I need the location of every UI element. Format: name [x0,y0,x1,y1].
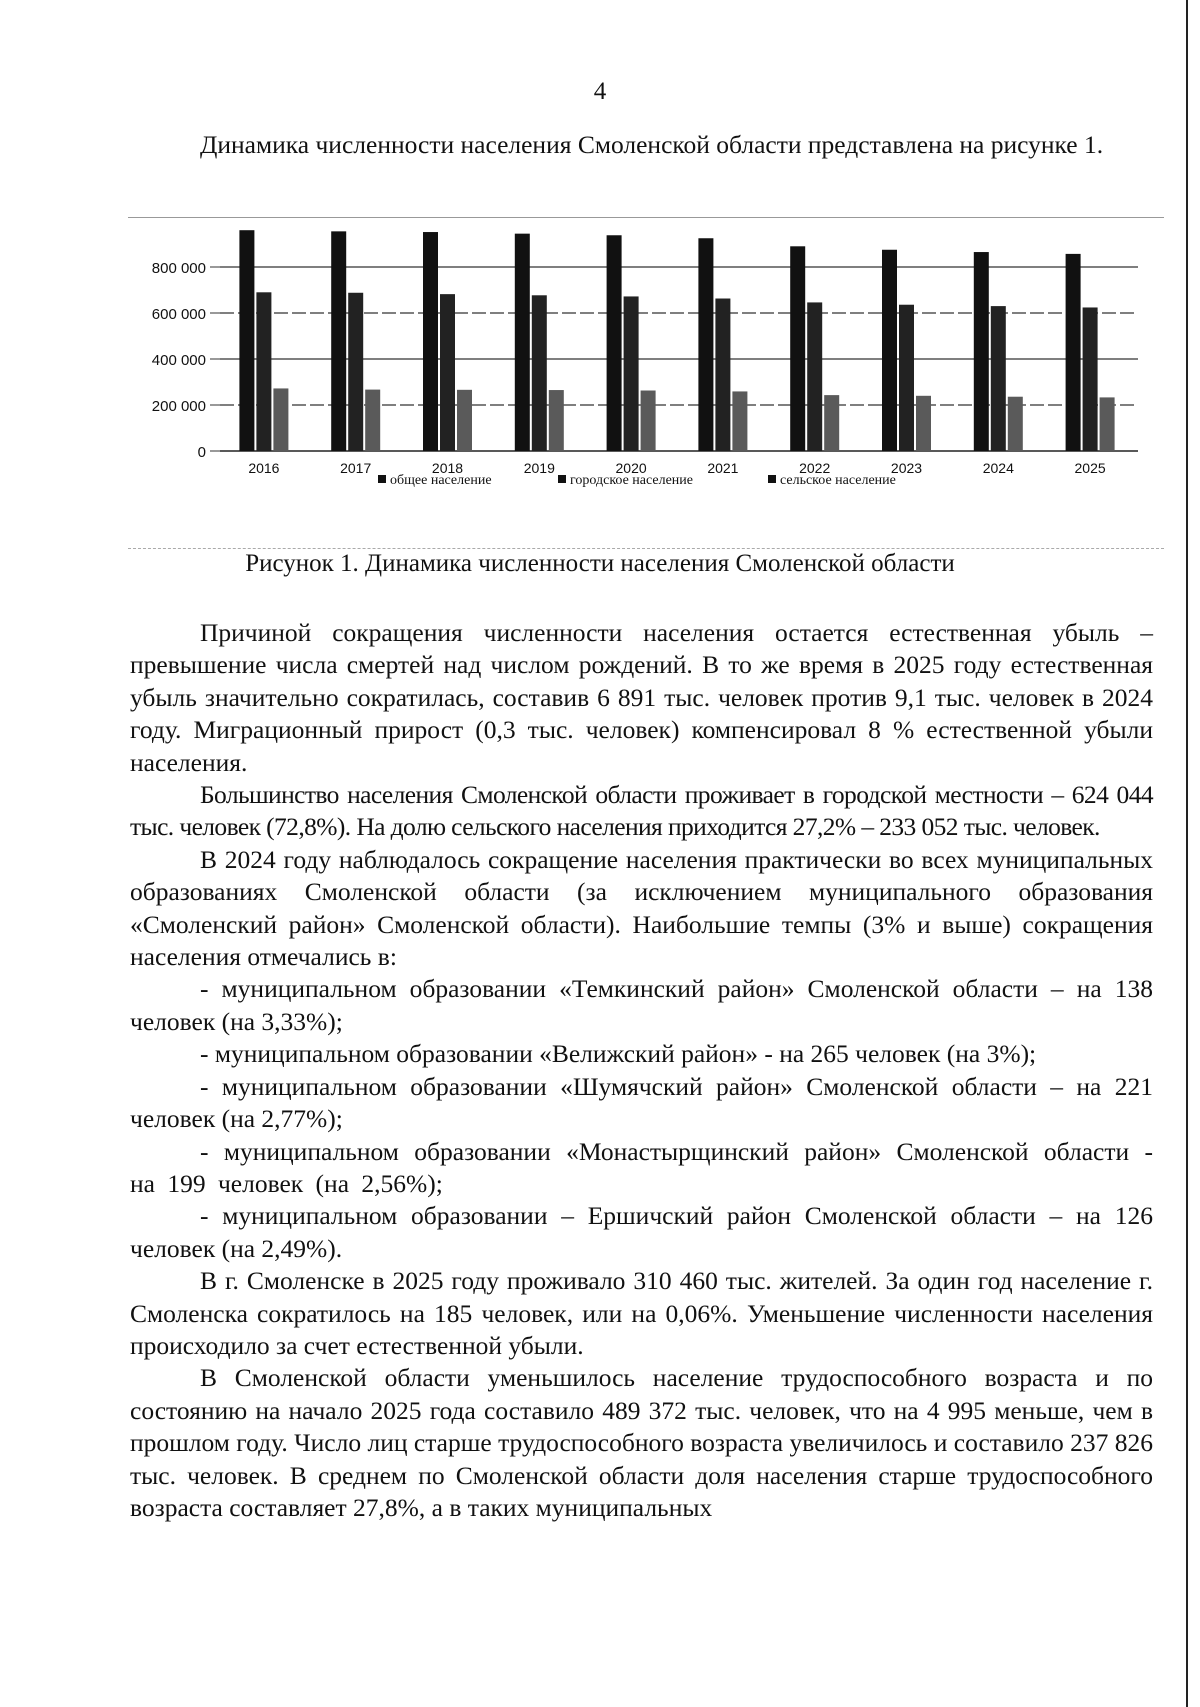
bar-total [790,246,805,451]
x-tick-label: 2023 [890,460,923,476]
legend-label: общее население [390,473,492,488]
page-number: 4 [593,78,607,105]
legend-label: сельское население [780,473,896,488]
legend-swatch [768,475,776,483]
bar-total [882,250,897,451]
bar-rural [1008,397,1023,451]
bar-urban [532,295,547,451]
y-tick-label: 600 000 [151,306,206,323]
bar-urban [256,292,271,451]
list-item: - муниципальном образовании «Велижский район» - на 265 человек (на 3%); [200,1039,1037,1069]
page-edge-line [1186,0,1188,1707]
bar-total [239,230,254,451]
y-tick-label: 400 000 [151,352,206,369]
x-tick-label: 2021 [707,460,739,476]
y-tick-label: 800 000 [151,260,206,277]
bar-urban [348,293,363,451]
legend-label: городское население [570,473,694,488]
bar-total [607,235,622,451]
bar-rural [916,396,931,451]
paragraph: В Смоленской области уменьшилось население трудоспособного возраста и по состоянию на начало 2025 года составило 489 372 тыс. человек, что на 4 995 меньше, чем в прошлом году. Число лиц старше трудоспособного возраста увеличилось и составило 237 826 тыс. человек. В среднем по Смоленской области доля населения старше трудоспособного возраста составляет 27,8%, а в таких муниципальных [130,1363,1153,1522]
x-tick-label: 2025 [1074,460,1106,476]
list-item: - муниципальном образовании – Ершичский район Смоленской области – на 126 человек (на 2,49%). [130,1201,1153,1263]
x-tick-label: 2024 [982,460,1014,476]
bar-urban [715,299,730,451]
bar-rural [824,395,839,451]
bar-total [423,232,438,451]
legend-swatch [378,475,386,483]
bar-urban [624,296,639,451]
x-tick-label: 2016 [248,460,280,476]
bar-rural [457,390,472,451]
x-tick-label: 2019 [523,460,555,476]
paragraph: Большинство населения Смоленской области проживает в городской местности – 624 044 тыс. человек (72,8%). На долю сельского населения приходится 27,2% – 233 052 тыс. человек. [130,780,1153,842]
list-item: - муниципальном образовании «Монастырщинский район» Смоленской области - на 199 человек (на 2,56%); [130,1136,1153,1198]
x-tick-label: 2017 [340,460,372,476]
legend-swatch [558,475,566,483]
figure-caption: Рисунок 1. Динамика численности населения Смоленской области [245,550,955,577]
bar-total [1066,254,1081,451]
bar-urban [440,294,455,451]
bar-rural [732,391,747,451]
bar-urban [807,302,822,451]
x-tick-label: 2022 [799,460,831,476]
bar-rural [365,390,380,451]
x-tick-label: 2020 [615,460,647,476]
paragraph: В 2024 году наблюдалось сокращение населения практически во всех муниципальных образованиях Смоленской области (за исключением муниципального образования «Смоленский район» Смоленской области). Наибольшие темпы (3% и выше) сокращения населения отмечались в: [130,844,1153,972]
intro-paragraph: Динамика численности населения Смоленской области представлена на рисунке 1. [200,130,1104,159]
bar-rural [1100,397,1115,451]
list-item: - муниципальном образовании «Шумячский район» Смоленской области – на 221 человек (на 2,77%); [130,1071,1153,1134]
list-item: - муниципальном образовании «Темкинский район» Смоленской области – на 138 человек (на 3,33%); [130,974,1153,1036]
population-chart [128,217,1164,549]
x-tick-label: 2018 [431,460,464,476]
bar-urban [1083,307,1098,451]
bar-total [974,252,989,451]
body-text [130,617,1153,1524]
bar-total [515,234,530,451]
bar-total [698,238,713,451]
y-tick-label: 200 000 [151,398,206,415]
chart-canvas [128,218,1164,548]
paragraph: Причиной сокращения численности населения остается естественная убыль – превышение числа смертей над числом рождений. В то же время в 2025 году естественная убыль значительно сократилась, составив 6 891 тыс. человек против 9,1 тыс. человек в 2024 году. Миграционный прирост (0,3 тыс. человек) компенсировал 8 % естественной убыли населения. [130,618,1153,777]
bar-urban [899,305,914,451]
bar-rural [273,388,288,451]
bar-rural [549,390,564,451]
y-tick-label: 0 [197,444,206,461]
bar-rural [641,391,656,451]
bar-urban [991,306,1006,451]
paragraph: В г. Смоленске в 2025 году проживало 310 460 тыс. жителей. За один год население г. Смоленска сократилось на 185 человек, или на 0,06%. Уменьшение численности населения происходило за счет естественной убыли. [130,1266,1153,1360]
bar-total [331,231,346,451]
